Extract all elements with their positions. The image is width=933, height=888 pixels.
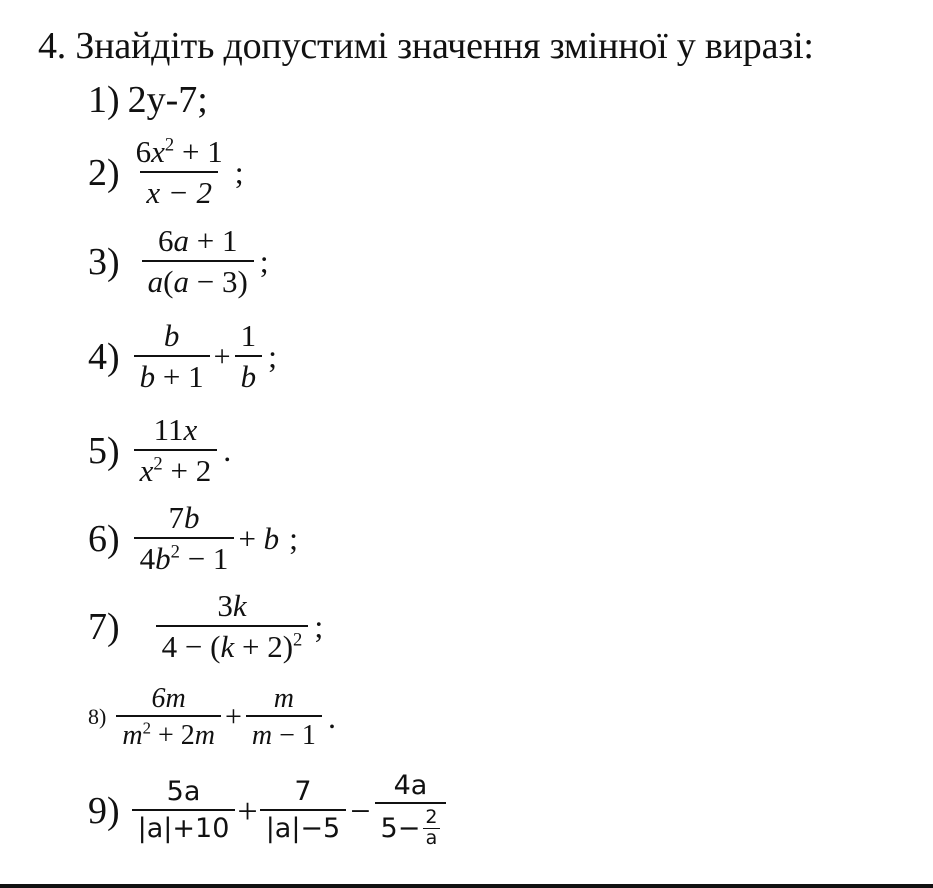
numerator: 6m (151, 683, 186, 714)
denominator: $x^2 + 2$ (134, 449, 218, 488)
item-label: 6) (88, 517, 120, 560)
fraction-1 (132, 778, 236, 843)
denominator: $4b^2 - 1$ (134, 537, 235, 576)
punctuation: . (327, 698, 336, 735)
numerator: 7 (294, 776, 312, 808)
punctuation: ; (289, 520, 299, 557)
extra-term: + b (238, 520, 280, 556)
bottom-rule (0, 884, 933, 888)
item-label: 5) (88, 429, 120, 472)
item-7 (88, 590, 323, 663)
plus-operator: + (213, 339, 231, 373)
punctuation: ; (234, 154, 244, 191)
denominator: b (235, 355, 263, 394)
item-8 (88, 684, 336, 751)
fraction (142, 225, 254, 298)
punctuation: ; (259, 243, 269, 280)
numerator: 7b (168, 500, 200, 535)
denominator: a(a − 3) (142, 260, 254, 299)
numerator: 1 (240, 318, 257, 353)
denominator: |a|−5 (260, 809, 347, 843)
punctuation: ; (314, 608, 324, 645)
numerator: 3k (217, 588, 247, 623)
plus-operator: + (224, 700, 242, 734)
numerator: 5a (166, 776, 201, 808)
fraction-1 (134, 320, 210, 393)
denominator-prefix: 5− (380, 812, 421, 844)
denominator: |a|+10 (132, 809, 236, 843)
item-label: 4) (88, 335, 120, 378)
denominator: b + 1 (134, 355, 210, 394)
numerator: 4a (393, 770, 428, 801)
nested-fraction (422, 808, 440, 849)
fraction (156, 590, 309, 663)
item-2 (88, 136, 244, 209)
expression-text: 2y-7; (127, 79, 208, 121)
exercise-title: 4. Знайдіть допустимі значення змінної у виразі: (38, 25, 814, 67)
plus-operator: + (237, 790, 258, 831)
fraction-1 (116, 684, 221, 751)
punctuation: ; (268, 338, 277, 375)
item-4 (88, 320, 277, 393)
numerator: b (163, 318, 180, 353)
denominator: $m^2 + 2m$ (116, 715, 221, 750)
fraction-2 (235, 320, 263, 393)
fraction-3 (375, 772, 447, 849)
item-5 (88, 414, 231, 487)
item-9 (88, 772, 446, 849)
item-label: 7) (88, 605, 120, 648)
item-label: 9) (88, 789, 120, 832)
fraction (130, 136, 229, 209)
nested-numerator: 2 (425, 806, 438, 829)
denominator: x − 2 (140, 171, 218, 210)
numerator: 6a + 1 (157, 223, 238, 258)
item-label: 3) (88, 240, 120, 283)
punctuation: . (223, 432, 232, 469)
denominator: $4 - (k + 2)^2$ (156, 625, 309, 664)
fraction (134, 414, 218, 487)
denominator (375, 802, 447, 849)
numerator: $6x^2 + 1$ (135, 134, 223, 169)
item-6 (88, 502, 298, 575)
nested-denominator: a (423, 828, 441, 849)
fraction (134, 502, 235, 575)
item-3 (88, 225, 269, 298)
item-label: 2) (88, 151, 120, 194)
fraction-2 (260, 778, 347, 843)
item-label: 8) (88, 704, 107, 730)
numerator: 11x (153, 412, 198, 447)
denominator: m − 1 (246, 715, 322, 750)
item-label: 1) (88, 79, 120, 121)
item-1 (88, 78, 208, 122)
numerator: m (273, 683, 295, 714)
fraction-2 (246, 684, 322, 751)
minus-operator: − (350, 790, 371, 831)
